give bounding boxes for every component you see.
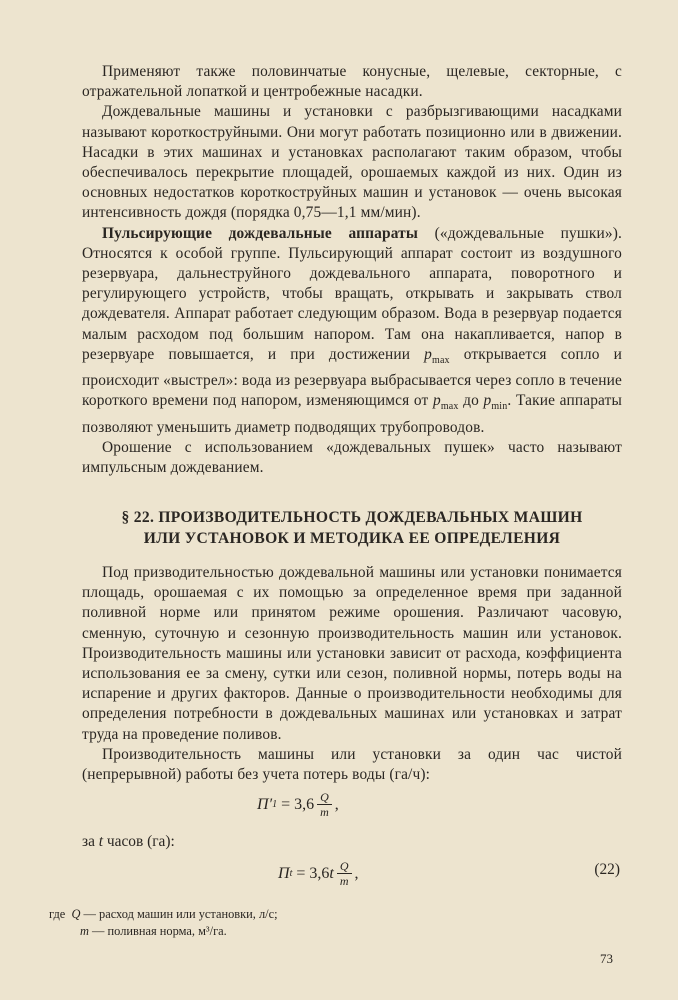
pmin-sub: min <box>491 401 508 413</box>
formula-total <box>278 859 359 888</box>
formula-hourly <box>257 790 339 819</box>
formula2-var: t <box>329 864 334 882</box>
formula1-rhs: = 3,6 <box>281 795 315 813</box>
paragraph-short-jet: Дождевальные машины и установки с разбрызгивающими насадками называют короткоструйными. Они могут работать позиционно или в движении. Насадки в этих машинах и установках располагают таким образом, чтобы обеспечивалось перекрытие площадей, орошаемых каждой из них. Один из основных недостатков короткоструйных машин и установок — очень высокая интенсивность дождя (порядка 0,75—1,1 мм/мин). <box>82 103 622 222</box>
formula2-tail: , <box>354 864 359 882</box>
formula2-rhs: = 3,6 <box>296 864 330 882</box>
formula2-lhs-sub: t <box>289 868 293 879</box>
formula1-prime: ′ <box>268 795 273 813</box>
formula1-tail: , <box>334 795 339 813</box>
paragraph-hourly: Производительность машины или установки за один час чистой (непрерывной) работы без учета потерь воды (га/ч): <box>82 745 622 784</box>
pmax-var-2: p <box>433 392 441 410</box>
section-heading-line-1: § 22. ПРОИЗВОДИТЕЛЬНОСТЬ ДОЖДЕВАЛЬНЫХ МАШИН <box>121 509 583 526</box>
formula1-lhs: П <box>257 795 269 813</box>
pulse-text-d: . Такие аппараты позволяют уменьшить диаметр подводящих трубопроводов. <box>82 392 623 436</box>
pulse-text-b: открывается сопло и происходит «выстрел»: вода из резервуара выбрасывается через сопло в течение короткого времени под напором, изменяющимся от <box>82 345 623 410</box>
note-q-text: — расход машин или установки, л/с; <box>80 907 278 921</box>
formula2-denominator: m <box>339 874 349 888</box>
paragraph-nozzles: Применяют также половинчатые конусные, щелевые, секторные, с отражательной лопаткой и центробежные насадки. <box>82 63 622 101</box>
variable-notes <box>49 906 278 940</box>
hours-suffix: часов (га): <box>103 833 175 850</box>
note-m-text: — поливная норма, м³/га. <box>88 924 227 938</box>
pulse-text-c: до <box>458 392 484 410</box>
formula1-lhs-sub: 1 <box>272 799 278 810</box>
paragraph-definition: Под призводительностью дождевальной машины или установки понимается площадь, орошаемая с их помощью за определенное время при заданной поливной норме или принятом режиме орошения. Различают часовую, сменную, суточную и сезонную производительность машин или установок. Производительность машины или установки зависит от расхода, коэффициента использования ее за смену, сутки или сезон, поливной нормы, потерь воды на испарение и других факторов. Данные о производительности необходимы для определения потребности в дождевальных машинах или установках и затрат труда на проведение поливов. <box>82 564 622 743</box>
pulse-term: Пульсирующие дождевальные аппараты <box>102 224 419 242</box>
text-block-top <box>82 62 622 478</box>
pmin-var: p <box>483 392 492 410</box>
note-m <box>49 923 278 940</box>
equation-number: (22) <box>594 861 620 878</box>
formula2-numerator: Q <box>337 859 352 874</box>
pulse-text-a: («дождевальные пушки»). Относятся к особой группе. Пульсирующий аппарат состоит из воздушного резервуара, дальнеструйного дождевального аппарата, поворотного и регулирующего устройств, чтобы вращать, открывать и закрывать ствол дождевателя. Аппарат работает следующим образом. Вода в резервуар подается малым расходом под большим напором. Там она накапливается, напор в резервуаре повышается, и при достижении <box>82 224 622 363</box>
paragraph-pulse <box>82 224 622 438</box>
note-where: где <box>49 907 66 921</box>
text-block-section <box>82 563 622 785</box>
pmax-sub-2: max <box>440 401 459 413</box>
page-number: 73 <box>600 951 613 966</box>
formula1-denominator: m <box>320 805 329 819</box>
formula1-fraction <box>317 790 332 819</box>
paragraph-impulse: Орошение с использованием «дождевальных пушек» часто называют импульсным дождеванием. <box>82 438 622 477</box>
section-heading-line-2: ИЛИ УСТАНОВОК И МЕТОДИКА ЕЕ ОПРЕДЕЛЕНИЯ <box>143 530 561 547</box>
note-q-var: Q <box>71 907 81 921</box>
section-heading <box>82 507 622 549</box>
hours-prefix: за <box>82 833 99 850</box>
formula1-numerator: Q <box>317 790 332 805</box>
note-m-var: m <box>80 924 89 938</box>
hours-line <box>82 833 175 851</box>
pmax-sub-1: max <box>432 354 450 366</box>
formula2-lhs: П <box>278 864 290 882</box>
hours-var: t <box>98 833 104 850</box>
formula2-fraction <box>337 859 352 888</box>
pmax-var-1: p <box>424 345 433 363</box>
note-q <box>49 906 278 923</box>
